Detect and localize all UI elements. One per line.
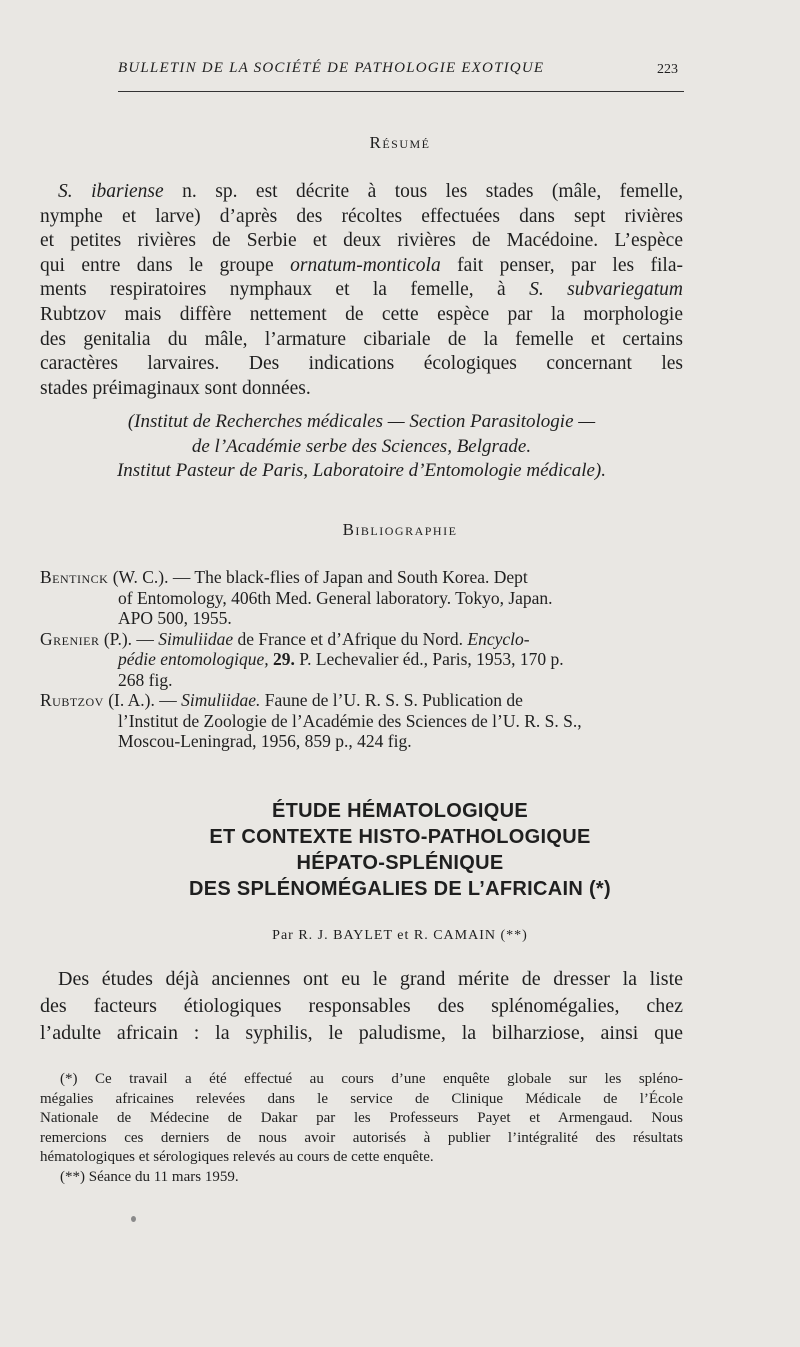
article-body: [40, 966, 683, 1047]
resume-line: et petites rivières de Serbie et deux rivières de Macédoine. L’espèce: [40, 230, 683, 252]
title-line: ET CONTEXTE HISTO-PATHOLOGIQUE: [209, 826, 591, 848]
resume-paragraph: [40, 180, 683, 401]
affiliation-line: Institut Pasteur de Paris, Laboratoire d’Entomologie médicale).: [116, 460, 607, 481]
resume-line: S. ibariense n. sp. est décrite à tous les stades (mâle, femelle,: [58, 181, 683, 202]
affiliation-line: (Institut de Recherches médicales — Section Parasitologie —: [127, 411, 596, 432]
resume-line: Rubtzov mais diffère nettement de cette espèce par la morphologie: [40, 303, 683, 325]
bib-author: Rubtzov: [40, 690, 104, 710]
footnote-line: (**) Séance du 11 mars 1959.: [60, 1168, 239, 1185]
affiliation: [40, 410, 683, 484]
resume-line: caractères larvaires. Des indications écologiques concernant les: [40, 353, 683, 375]
resume-heading: Résumé: [369, 133, 431, 152]
resume-line: stades préimaginaux sont données.: [40, 377, 311, 399]
bib-entry: Bentinck (W. C.). — The black-flies of Japan and South Korea. Dept of Entomology, 406th Med. General laboratory. Tokyo, Japan. APO 500, 1955.: [40, 567, 553, 628]
footnote-line: Nationale de Médecine de Dakar par les Professeurs Payet et Armengaud. Nous: [40, 1110, 683, 1126]
footnotes: [40, 1070, 683, 1187]
page-number: 223: [657, 62, 678, 77]
footnote-line: hématologiques et sérologiques relevés au cours de cette enquête.: [40, 1149, 434, 1165]
bib-entry: Grenier (P.). — Simuliidae de France et d’Afrique du Nord. Encyclo- pédie entomologique, 29. P. Lechevalier éd., Paris, 1953, 170 p. 268 fig.: [40, 628, 564, 690]
running-title: BULLETIN DE LA SOCIÉTÉ DE PATHOLOGIE EXOTIQUE: [118, 60, 545, 76]
body-line: Des études déjà anciennes ont eu le grand mérite de dresser la liste: [58, 968, 683, 990]
resume-line: qui entre dans le groupe ornatum-monticola fait penser, par les fila-: [40, 254, 684, 276]
footnote-line: mégalies africaines relevées dans le service de Clinique Médicale de l’École: [40, 1090, 683, 1107]
footnote-line: remercions ces derniers de nous avoir autorisés à publier l’intégralité des résultats: [40, 1129, 683, 1146]
byline: Par R. J. BAYLET et R. CAMAIN (**): [272, 928, 528, 943]
article-title: [0, 798, 800, 902]
body-line: des facteurs étiologiques responsables des splénomégalies, chez: [40, 995, 683, 1017]
body-line: l’adulte africain : la syphilis, le paludisme, la bilharziose, ainsi que: [40, 1022, 683, 1044]
title-line: ÉTUDE HÉMATOLOGIQUE: [271, 800, 529, 822]
bib-author: Bentinck: [40, 567, 109, 587]
resume-line: ments respiratoires nymphaux et la femelle, à S. subvariegatum: [40, 279, 684, 301]
resume-line: des genitalia du mâle, l’armature cibariale de la femelle et certains: [40, 328, 683, 350]
bibliography-list: [40, 567, 683, 752]
bibliography-heading: Bibliographie: [342, 520, 458, 539]
title-line: DES SPLÉNOMÉGALIES DE L’AFRICAIN (*): [189, 878, 611, 900]
bib-entry: Rubtzov (I. A.). — Simuliidae. Faune de l’U. R. S. S. Publication de l’Institut de Zoologie de l’Académie des Sciences de l’U. R. S. S., Moscou-Leningrad, 1956, 859 p., 424 fig.: [40, 690, 582, 751]
footnote-line: (*) Ce travail a été effectué au cours d’une enquête globale sur les spléno-: [60, 1071, 683, 1087]
print-speck: [131, 1216, 136, 1222]
resume-line: nymphe et larve) d’après des récoltes effectuées dans sept rivières: [40, 205, 683, 227]
header-rule: [118, 91, 684, 92]
affiliation-line: de l’Académie serbe des Sciences, Belgrade.: [191, 435, 532, 457]
bib-author: Grenier: [40, 628, 100, 649]
title-line: HÉPATO-SPLÉNIQUE: [296, 852, 504, 874]
